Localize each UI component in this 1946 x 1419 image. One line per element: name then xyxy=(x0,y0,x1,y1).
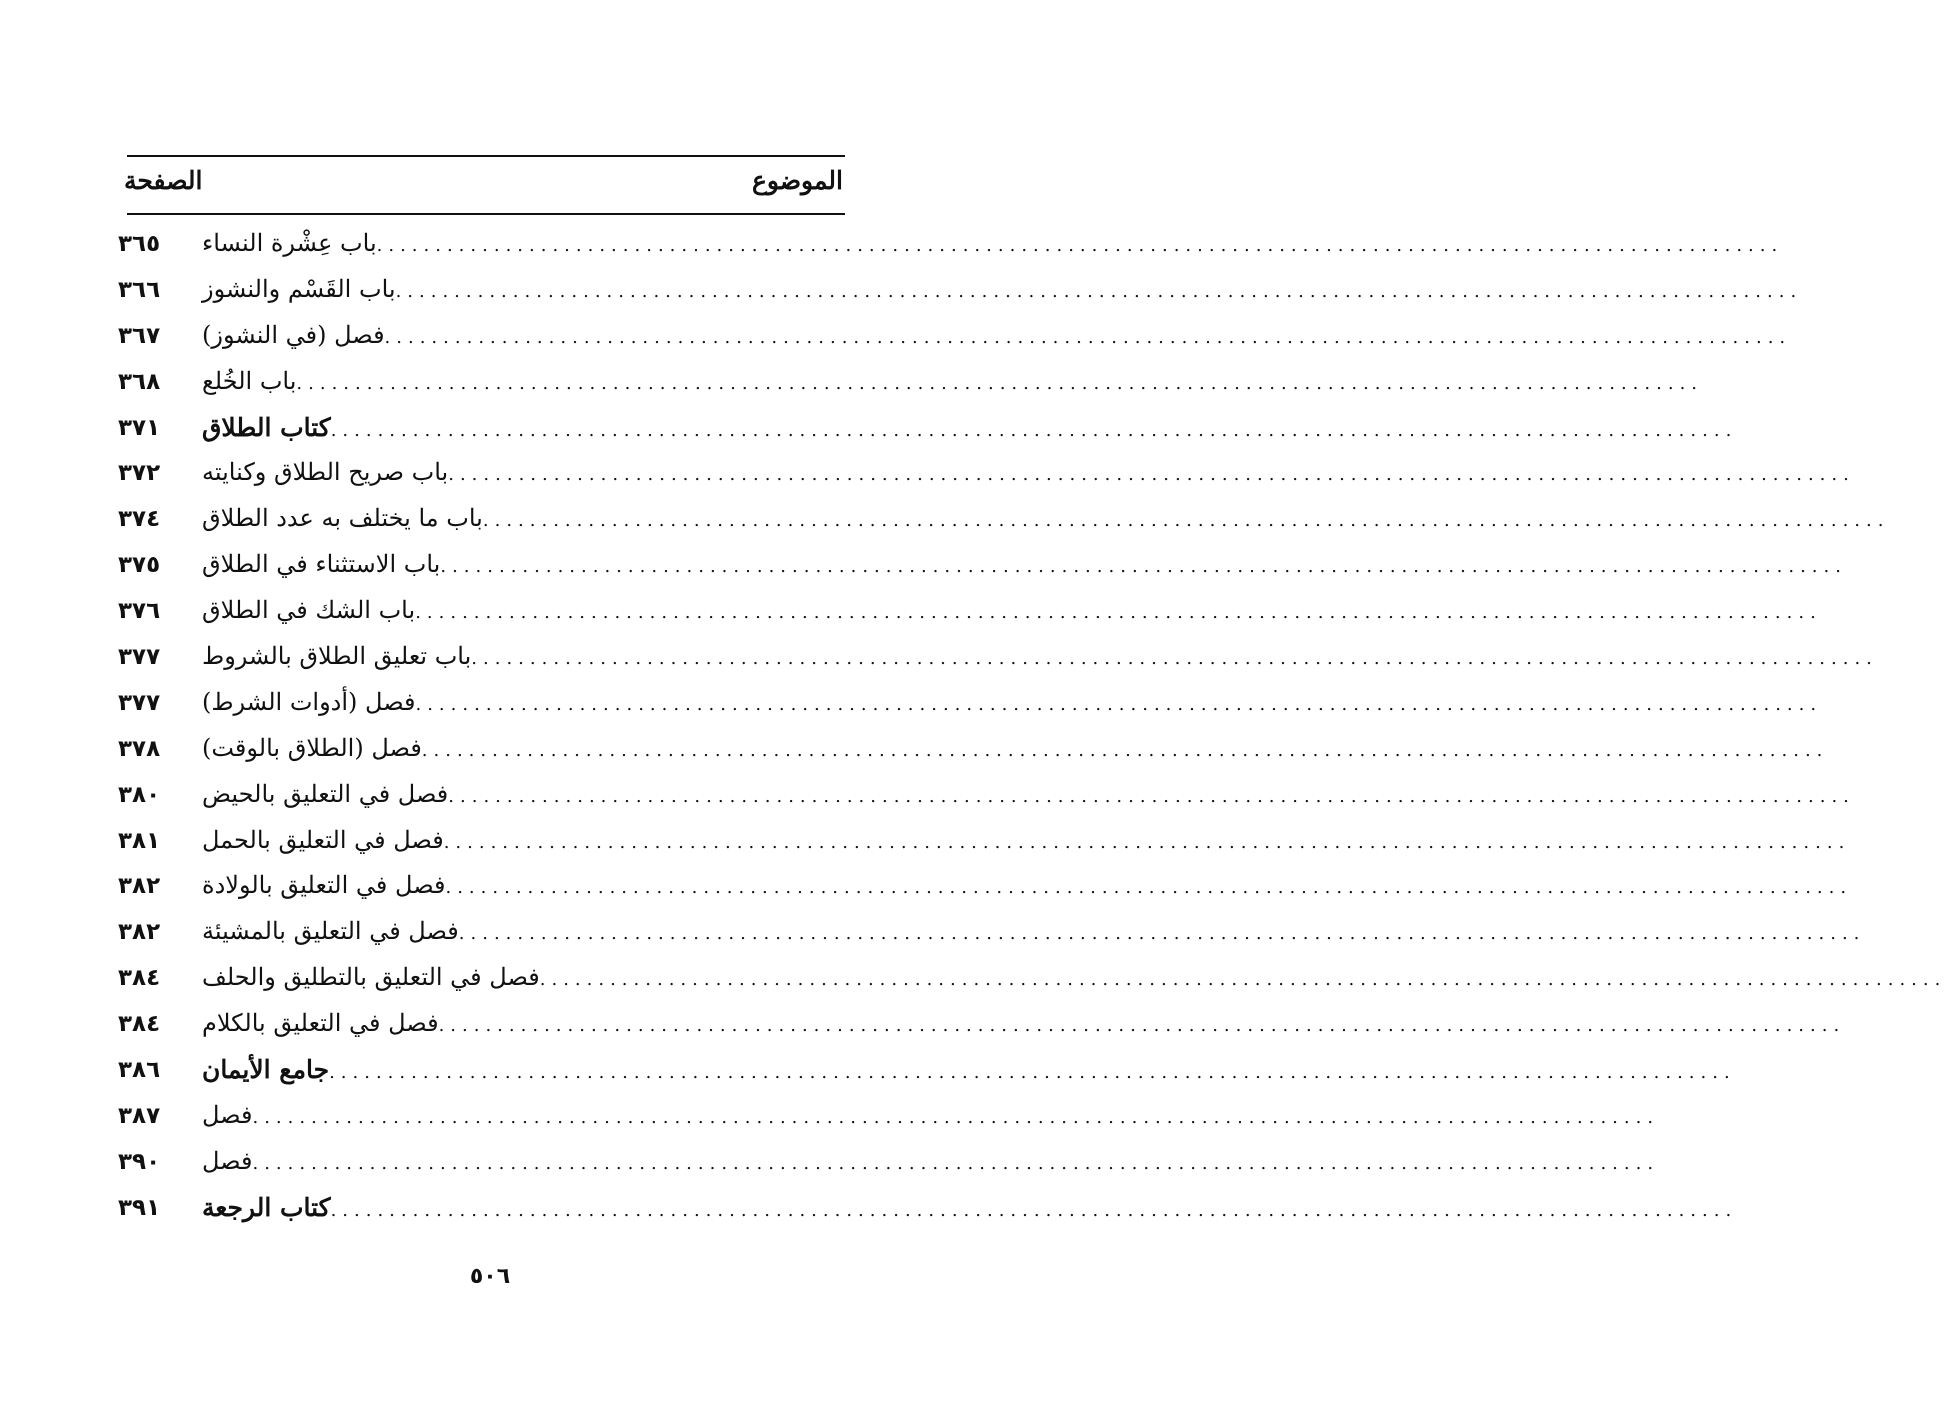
toc-entry xyxy=(0,1005,1846,1051)
toc-entry xyxy=(0,409,1738,455)
toc-entry-page: ٣٧٢ xyxy=(118,460,161,487)
toc-entry-page: ٣٩٠ xyxy=(118,1148,161,1175)
dot-leader: ........................................................................................................................ xyxy=(376,235,1784,256)
toc-entry-page: ٣٧٧ xyxy=(118,689,161,716)
dot-leader: ........................................................................................................................ xyxy=(445,877,1853,899)
toc-entry-line xyxy=(190,596,1822,630)
toc-entry-page: ٣٧٦ xyxy=(118,598,161,625)
toc-entry-line xyxy=(190,687,1823,722)
toc-entry-page: ٣٦٦ xyxy=(118,276,161,303)
toc-entry-title: فصل في التعليق بالحمل xyxy=(202,825,444,854)
toc-entry-line xyxy=(190,871,1853,905)
toc-entry-page: ٣٩١ xyxy=(118,1194,161,1221)
page-number: ٥٠٦ xyxy=(469,1264,511,1289)
toc-entry-line xyxy=(190,504,1890,538)
toc-entry xyxy=(0,638,1878,684)
toc-entry xyxy=(0,730,1829,776)
toc-entry-title: فصل (الطلاق بالوقت) xyxy=(202,733,422,762)
toc-entry-title: باب الخُلع xyxy=(202,366,297,395)
toc-entry-line xyxy=(190,825,1851,860)
toc-entry xyxy=(0,822,1851,868)
header-bottom-rule xyxy=(127,213,845,215)
dot-leader: ........................................................................................................................ xyxy=(252,1152,1660,1174)
toc-entry xyxy=(0,317,1792,363)
toc-entry-page: ٣٧٥ xyxy=(118,552,161,579)
toc-entry xyxy=(0,959,1946,1005)
toc-entry-title: باب عِشْرة النساء xyxy=(202,229,377,257)
toc-entry-line xyxy=(190,274,1803,309)
dot-leader: ........................................................................................................................ xyxy=(438,1015,1846,1037)
toc-entry-line xyxy=(190,366,1704,401)
toc-entry-line xyxy=(190,733,1829,768)
toc-entry-page: ٣٨٦ xyxy=(118,1057,161,1084)
toc-entry-page: ٣٦٥ xyxy=(118,231,161,257)
toc-entry-title: فصل (أدوات الشرط) xyxy=(202,687,416,716)
toc-entry-title: باب الاستثناء في الطلاق xyxy=(202,550,441,579)
dot-leader: ........................................................................................................................ xyxy=(296,372,1704,394)
toc-entry xyxy=(0,592,1822,638)
toc-entry xyxy=(0,913,1866,959)
toc-entry-title: فصل xyxy=(202,1146,253,1175)
dot-leader: ........................................................................................................................ xyxy=(330,419,1738,441)
toc-entry xyxy=(0,454,1855,500)
column-header-topic: الموضوع xyxy=(752,166,843,195)
dot-leader: ........................................................................................................................ xyxy=(471,648,1878,670)
dot-leader: ........................................................................................................................ xyxy=(448,464,1855,486)
toc-entry-page: ٣٨٤ xyxy=(118,1011,161,1038)
toc-list xyxy=(0,225,1946,1235)
toc-entry xyxy=(0,1143,1660,1189)
toc-entry xyxy=(0,271,1803,317)
toc-entry-line xyxy=(190,229,1784,263)
toc-entry-title: باب تعليق الطلاق بالشروط xyxy=(202,642,472,671)
toc-entry-line xyxy=(190,412,1738,447)
toc-entry-page: ٣٨٢ xyxy=(118,873,161,900)
toc-entry xyxy=(0,1097,1660,1143)
dot-leader: ........................................................................................................................ xyxy=(440,556,1847,578)
toc-entry-title: باب القَسْم والنشوز xyxy=(202,274,396,303)
toc-entry-title: جامع الأيمان xyxy=(202,1055,330,1085)
toc-entry-page: ٣٧٤ xyxy=(118,506,161,533)
dot-leader: ........................................................................................................................ xyxy=(448,785,1855,807)
toc-entry-title: فصل xyxy=(202,1100,253,1129)
toc-entry-line xyxy=(190,1192,1738,1227)
toc-entry xyxy=(0,546,1847,592)
dot-leader: ........................................................................................................................ xyxy=(395,280,1803,302)
toc-entry-page: ٣٨٠ xyxy=(118,781,161,808)
toc-entry-line xyxy=(190,550,1847,584)
toc-entry-title: فصل في التعليق بالتطليق والحلف xyxy=(202,963,540,992)
toc-entry-page: ٣٦٨ xyxy=(118,368,161,395)
toc-entry xyxy=(0,363,1704,409)
dot-leader: ........................................................................................................................ xyxy=(421,739,1829,761)
toc-entry-title: فصل في التعليق بالحيض xyxy=(202,779,449,808)
dot-leader: ........................................................................................................................ xyxy=(415,602,1822,624)
dot-leader: ........................................................................................................................ xyxy=(252,1106,1660,1128)
toc-entry-line xyxy=(190,642,1878,676)
toc-entry xyxy=(0,500,1890,546)
toc-entry-line xyxy=(190,1100,1660,1135)
toc-entry xyxy=(0,225,1784,271)
toc-entry-line xyxy=(190,1055,1736,1089)
dot-leader: ........................................................................................................................ xyxy=(482,510,1890,532)
dot-leader: ........................................................................................................................ xyxy=(330,1199,1738,1221)
toc-entry-title: فصل في التعليق بالكلام xyxy=(202,1009,439,1038)
toc-entry-page: ٣٨٤ xyxy=(118,965,161,992)
toc-entry xyxy=(0,867,1853,913)
toc-entry-line xyxy=(190,458,1855,492)
toc-entry-title: باب ما يختلف به عدد الطلاق xyxy=(202,504,483,533)
toc-entry-page: ٣٧٧ xyxy=(118,644,161,671)
toc-entry-page: ٣٨٢ xyxy=(118,919,161,946)
toc-entry-title: كتاب الرجعة xyxy=(202,1192,331,1222)
toc-entry-line xyxy=(190,779,1855,814)
dot-leader: ........................................................................................................................ xyxy=(443,831,1851,853)
toc-entry-line xyxy=(190,963,1946,997)
dot-leader: ........................................................................................................................ xyxy=(329,1062,1736,1084)
toc-entry-page: ٣٧٨ xyxy=(118,735,161,762)
toc-entry-title: باب الشك في الطلاق xyxy=(202,596,416,625)
dot-leader: ........................................................................................................................ xyxy=(415,693,1823,715)
toc-entry xyxy=(0,776,1855,822)
column-header-page: الصفحة xyxy=(124,166,203,195)
toc-entry xyxy=(0,684,1823,730)
toc-entry-page: ٣٨١ xyxy=(118,827,161,854)
dot-leader: ........................................................................................................................ xyxy=(458,923,1866,945)
toc-entry-page: ٣٦٧ xyxy=(118,322,161,349)
toc-entry-line xyxy=(190,1009,1846,1043)
toc-entry-page: ٣٨٧ xyxy=(118,1102,161,1129)
toc-entry-page: ٣٧١ xyxy=(118,414,161,441)
toc-entry-title: فصل (في النشوز) xyxy=(202,320,385,349)
toc-entry xyxy=(0,1189,1738,1235)
toc-entry-line xyxy=(190,1146,1660,1181)
toc-entry xyxy=(0,1051,1736,1097)
dot-leader: ........................................................................................................................ xyxy=(539,969,1946,991)
toc-entry-title: فصل في التعليق بالمشيئة xyxy=(202,917,459,946)
toc-entry-line xyxy=(190,320,1792,355)
toc-entry-title: كتاب الطلاق xyxy=(202,412,331,442)
dot-leader: ........................................................................................................................ xyxy=(384,326,1792,348)
toc-entry-line xyxy=(190,917,1866,951)
header-top-rule xyxy=(127,155,845,157)
toc-entry-title: باب صريح الطلاق وكنايته xyxy=(202,458,449,487)
toc-entry-title: فصل في التعليق بالولادة xyxy=(202,871,446,900)
